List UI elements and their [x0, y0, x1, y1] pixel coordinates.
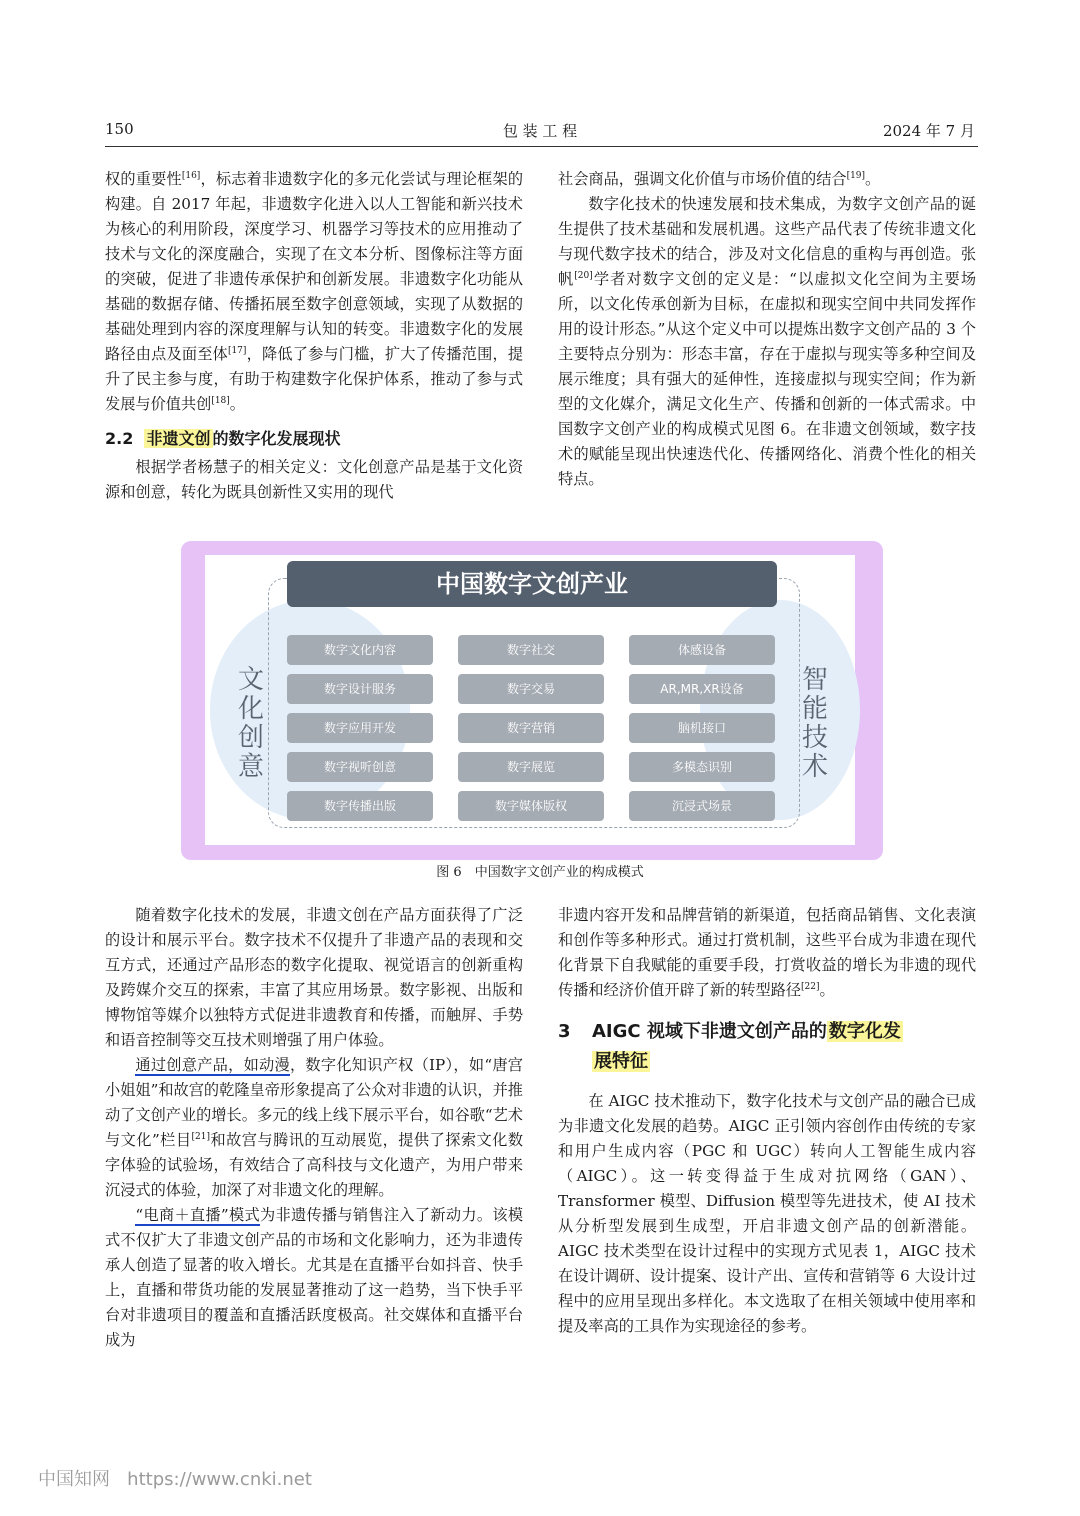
right-column-top	[558, 167, 976, 492]
paragraph: 通过创意产品，如动漫，数字化知识产权（IP），如“唐宫小姐姐”和故宫的乾隆皇帝形象提高了公众对非遗的认识，并推动了文创产业的增长。多元的线上线下展示平台，如谷歌“艺术与文化”栏目[21]和故宫与腾讯的互动展览，提供了探索文化数字体验的试验场，有效结合了高科技与文化遗产，为用户带来沉浸式的体验，加深了对非遗文化的理解。	[105, 1056, 524, 1199]
figure-box: 沉浸式场景	[629, 791, 775, 821]
figure-box: 数字视听创意	[287, 752, 433, 782]
figure-box: 数字媒体版权	[458, 791, 604, 821]
figure-box: AR,MR,XR设备	[629, 674, 775, 704]
figure-title: 中国数字文创产业	[287, 561, 777, 607]
figure-box: 数字展览	[458, 752, 604, 782]
header-rule	[105, 146, 978, 147]
issue-date: 2024 年 7 月	[882, 122, 975, 140]
figure-box: 体感设备	[629, 635, 775, 665]
paragraph: 权的重要性[16]，标志着非遗数字化的多元化尝试与理论框架的构建。自 2017 年起，非遗数字化进入以人工智能和新兴技术为核心的利用阶段，深度学习、机器学习等技术的应用推动了技术与文化的深度融合，实现了在文本分析、图像标注等方面的突破，促进了非遗传承保护和创新发展。非遗数字化功能从基础的数据存储、传播拓展至数字创意领域，实现了从数据的基础处理到内容的深度理解与认知的转变。非遗数字化的发展路径由点及面至体[17]，降低了参与门槛，扩大了传播范围，提升了民主参与度，有助于构建数字化保护体系，推动了参与式发展与价值共创[18]。	[105, 170, 524, 413]
left-side-label: 文 化 创 意	[237, 665, 264, 782]
left-column-bottom	[105, 903, 523, 1353]
cnki-watermark: 中国知网 https://www.cnki.net	[38, 1469, 312, 1490]
journal-title: 包 装 工 程	[502, 122, 578, 140]
paragraph: 根据学者杨慧子的相关定义：文化创意产品是基于文化资源和创意，转化为既具创新性又实用的现代	[105, 458, 523, 501]
section-heading-2-2: 2.2 非遗文创 的数字化发展现状	[105, 429, 341, 448]
underlined-phrase: “电商＋直播”模式	[135, 1206, 260, 1224]
figure-box: 数字交易	[458, 674, 604, 704]
figure-box: 脑机接口	[629, 713, 775, 743]
paragraph: 数字化技术的快速发展和技术集成，为数字文创产品的诞生提供了技术基础和发展机遇。这些产品代表了传统非遗文化与现代数字技术的结合，涉及对文化信息的重构与再创造。张帆[20]学者对数字文创的定义是：“以虚拟文化空间为主要场所，以文化传承创新为目标，在虚拟和现实空间中共同发挥作用的设计形态。”从这个定义中可以提炼出数字文创产品的 3 个主要特点分别为：形态丰富，存在于虚拟与现实等多种空间及展示维度；具有强大的延伸性，连接虚拟与现实空间；作为新型的文化媒介，满足文化生产、传播和创新的一体式需求。中国数字文创产业的构成模式见图 6。在非遗文创领域，数字技术的赋能呈现出快速迭代化、传播网络化、消费个性化的相关特点。	[558, 195, 977, 488]
section-heading-3: 3 AIGC 视域下非遗文创产品的 数字化发 展特征	[558, 1021, 901, 1072]
underlined-phrase: 通过创意产品，如动漫	[135, 1056, 290, 1074]
left-column-top	[105, 167, 523, 505]
right-side-label: 智 能 技 术	[801, 665, 828, 782]
paragraph: “电商＋直播”模式为非遗传播与销售注入了新动力。该模式不仅扩大了非遗文创产品的市场和文化影响力，还为非遗传承人创造了显著的收入增长。尤其是在直播平台如抖音、快手上，直播和带货功能的发展显著推动了这一趋势，当下快手平台对非遗项目的覆盖和直播活跃度极高。社交媒体和直播平台成为	[105, 1206, 524, 1349]
figure-caption: 图 6 中国数字文创产业的构成模式	[436, 865, 644, 880]
figure-box: 数字设计服务	[287, 674, 433, 704]
paragraph: 非遗内容开发和品牌营销的新渠道，包括商品销售、文化表演和创作等多种形式。通过打赏机制，这些平台成为非遗在现代化背景下自我赋能的重要手段，打赏收益的增长为非遗的现代传播和经济价值开辟了新的转型路径[22]。	[558, 906, 976, 999]
figure-box: 数字营销	[458, 713, 604, 743]
right-column-bottom	[558, 903, 976, 1339]
figure-box: 数字社交	[458, 635, 604, 665]
figure-box: 数字文化内容	[287, 635, 433, 665]
paragraph: 在 AIGC 技术推动下，数字化技术与文创产品的融合已成为非遗文化发展的趋势。AIGC 正引领内容创作由传统的专家和用户生成内容（PGC 和 UGC）转向人工智能生成内容（AIGC）。这一转变得益于生成对抗网络（GAN）、Transformer 模型、Diffusion 模型等先进技术，使 AI 技术从分析型发展到生成型，开启非遗文创产品的创新潜能。AIGC 技术类型在设计过程中的实现方式见表 1，AIGC 技术在设计调研、设计提案、设计产出、宣传和营销等 6 大设计过程中的应用呈现出多样化。本文选取了在相关领域中使用率和提及率高的工具作为实现途径的参考。	[558, 1092, 976, 1335]
figure-box: 多模态识别	[629, 752, 775, 782]
figure-box: 数字传播出版	[287, 791, 433, 821]
paragraph: 随着数字化技术的发展，非遗文创在产品方面获得了广泛的设计和展示平台。数字技术不仅提升了非遗产品的表现和交互方式，还通过产品形态的数字化提取、视觉语言的创新重构及跨媒介交互的探索，丰富了其应用场景。数字影视、出版和博物馆等媒介以独特方式促进非遗教育和传播，而触屏、手势和语音控制等交互技术则增强了用户体验。	[105, 906, 523, 1049]
paragraph: 社会商品，强调文化价值与市场价值的结合[19]。	[558, 170, 881, 188]
page-number: 150	[105, 120, 134, 138]
figure-box: 数字应用开发	[287, 713, 433, 743]
